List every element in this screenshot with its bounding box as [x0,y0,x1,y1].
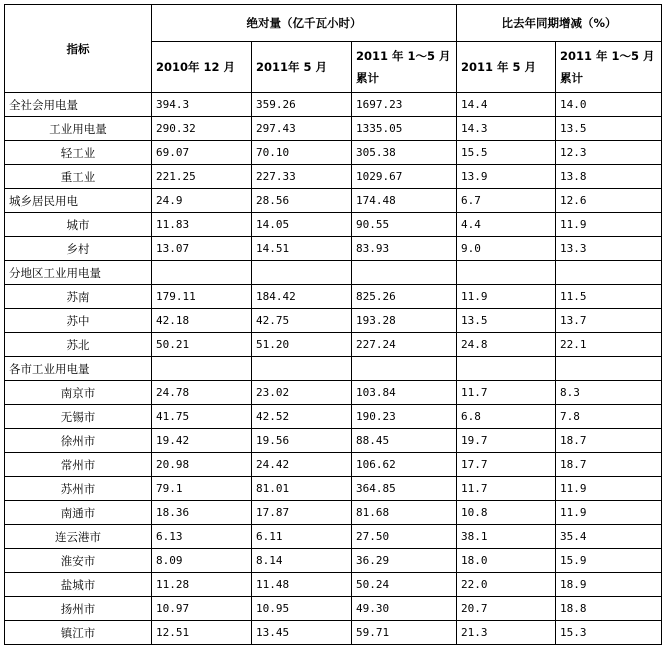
row-value-cell [457,357,556,381]
row-value-cell: 9.0 [457,237,556,261]
table-row [5,285,662,309]
row-value-cell: 10.95 [252,597,352,621]
row-value-cell: 15.3 [556,621,662,645]
row-value-cell: 297.43 [252,117,352,141]
col-header-may-2011: 2011年 5 月 [252,42,352,93]
row-value-cell: 12.3 [556,141,662,165]
row-value-cell: 10.97 [152,597,252,621]
row-value-cell: 227.24 [352,333,457,357]
row-value-cell: 49.30 [352,597,457,621]
row-value-cell: 13.5 [457,309,556,333]
col-header-cum-line1: 2011 年 1～5 月 [356,49,451,63]
table-row [5,501,662,525]
row-value-cell: 15.9 [556,549,662,573]
row-value-cell [152,357,252,381]
row-value-cell: 18.9 [556,573,662,597]
table-row [5,405,662,429]
col-header-yoy-jan-may-cumulative [556,42,662,93]
table-row [5,621,662,645]
row-value-cell: 13.8 [556,165,662,189]
row-value-cell: 227.33 [252,165,352,189]
table-row [5,93,662,117]
table-row [5,333,662,357]
row-value-cell: 11.7 [457,381,556,405]
row-value-cell [252,357,352,381]
yoy-group-header: 比去年同期增减（%） [457,5,662,42]
table-row [5,549,662,573]
row-value-cell: 41.75 [152,405,252,429]
row-value-cell: 4.4 [457,213,556,237]
row-value-cell: 179.11 [152,285,252,309]
table-row [5,357,662,381]
row-label: 常州市 [5,453,152,477]
row-value-cell: 6.13 [152,525,252,549]
row-value-cell: 19.56 [252,429,352,453]
table-row [5,141,662,165]
row-label: 重工业 [5,165,152,189]
header-row-groups [5,5,662,42]
row-value-cell [252,261,352,285]
row-value-cell: 6.7 [457,189,556,213]
row-value-cell: 11.9 [457,285,556,309]
row-value-cell: 11.9 [556,213,662,237]
row-value-cell: 24.8 [457,333,556,357]
row-label: 盐城市 [5,573,152,597]
row-value-cell: 394.3 [152,93,252,117]
row-value-cell: 18.0 [457,549,556,573]
row-value-cell [457,261,556,285]
row-value-cell: 359.26 [252,93,352,117]
row-value-cell: 11.83 [152,213,252,237]
row-label: 南京市 [5,381,152,405]
table-row [5,213,662,237]
row-value-cell: 24.78 [152,381,252,405]
row-value-cell: 83.93 [352,237,457,261]
table-row [5,453,662,477]
row-value-cell: 184.42 [252,285,352,309]
col-header-yoy-may-2011: 2011 年 5 月 [457,42,556,93]
table-body [5,93,662,645]
row-value-cell: 21.3 [457,621,556,645]
row-value-cell: 81.01 [252,477,352,501]
row-value-cell: 35.4 [556,525,662,549]
row-value-cell: 11.9 [556,501,662,525]
row-value-cell [556,261,662,285]
table-row [5,309,662,333]
col-header-jan-may-2011-cumulative [352,42,457,93]
table-row [5,429,662,453]
row-label: 苏中 [5,309,152,333]
col-header-yoy-cum-line1: 2011 年 1～5 月 [560,49,655,63]
row-label: 分地区工业用电量 [5,261,152,285]
row-label: 苏州市 [5,477,152,501]
row-value-cell: 11.5 [556,285,662,309]
row-value-cell: 103.84 [352,381,457,405]
row-value-cell: 69.07 [152,141,252,165]
row-label: 乡村 [5,237,152,261]
row-value-cell: 15.5 [457,141,556,165]
table-row [5,525,662,549]
indicator-header: 指标 [5,5,152,93]
row-value-cell: 12.6 [556,189,662,213]
row-value-cell: 290.32 [152,117,252,141]
row-value-cell: 42.52 [252,405,352,429]
table-row [5,117,662,141]
row-value-cell: 11.9 [556,477,662,501]
row-value-cell: 221.25 [152,165,252,189]
row-value-cell: 17.87 [252,501,352,525]
row-label: 苏北 [5,333,152,357]
row-value-cell: 18.36 [152,501,252,525]
row-value-cell: 18.8 [556,597,662,621]
row-value-cell: 174.48 [352,189,457,213]
row-value-cell: 11.7 [457,477,556,501]
row-value-cell: 305.38 [352,141,457,165]
row-value-cell: 81.68 [352,501,457,525]
row-value-cell [152,261,252,285]
row-value-cell: 1697.23 [352,93,457,117]
row-value-cell: 50.21 [152,333,252,357]
row-value-cell: 19.42 [152,429,252,453]
row-value-cell: 88.45 [352,429,457,453]
row-label: 连云港市 [5,525,152,549]
row-value-cell: 50.24 [352,573,457,597]
row-label: 城市 [5,213,152,237]
row-value-cell: 42.18 [152,309,252,333]
row-value-cell: 51.20 [252,333,352,357]
row-value-cell: 7.8 [556,405,662,429]
table-row [5,597,662,621]
table-row [5,261,662,285]
row-value-cell: 14.51 [252,237,352,261]
row-value-cell: 193.28 [352,309,457,333]
row-value-cell: 13.7 [556,309,662,333]
row-value-cell: 825.26 [352,285,457,309]
row-value-cell: 59.71 [352,621,457,645]
row-value-cell: 70.10 [252,141,352,165]
row-value-cell: 106.62 [352,453,457,477]
row-label: 城乡居民用电 [5,189,152,213]
table-row [5,189,662,213]
table-row [5,573,662,597]
row-value-cell: 38.1 [457,525,556,549]
row-value-cell: 1335.05 [352,117,457,141]
row-value-cell: 14.0 [556,93,662,117]
row-value-cell: 8.09 [152,549,252,573]
row-value-cell: 364.85 [352,477,457,501]
row-value-cell: 28.56 [252,189,352,213]
row-value-cell: 23.02 [252,381,352,405]
col-header-cum-line2: 累计 [356,71,379,85]
row-label: 轻工业 [5,141,152,165]
row-value-cell: 14.3 [457,117,556,141]
row-value-cell: 13.3 [556,237,662,261]
row-value-cell: 11.48 [252,573,352,597]
row-value-cell: 190.23 [352,405,457,429]
row-value-cell: 8.3 [556,381,662,405]
row-value-cell [556,357,662,381]
row-value-cell: 90.55 [352,213,457,237]
electricity-consumption-table [4,4,662,645]
table-row [5,165,662,189]
row-value-cell: 19.7 [457,429,556,453]
row-value-cell: 11.28 [152,573,252,597]
row-label: 扬州市 [5,597,152,621]
row-value-cell: 24.42 [252,453,352,477]
row-value-cell: 20.7 [457,597,556,621]
row-value-cell: 24.9 [152,189,252,213]
row-value-cell: 13.9 [457,165,556,189]
row-value-cell: 13.45 [252,621,352,645]
row-value-cell: 36.29 [352,549,457,573]
row-value-cell [352,261,457,285]
row-value-cell: 8.14 [252,549,352,573]
row-value-cell: 6.8 [457,405,556,429]
table-row [5,477,662,501]
row-label: 徐州市 [5,429,152,453]
row-label: 全社会用电量 [5,93,152,117]
col-header-yoy-cum-line2: 累计 [560,71,584,85]
row-value-cell: 79.1 [152,477,252,501]
row-value-cell: 13.07 [152,237,252,261]
col-header-dec-2010: 2010年 12 月 [152,42,252,93]
row-value-cell: 14.05 [252,213,352,237]
row-label: 工业用电量 [5,117,152,141]
row-value-cell: 17.7 [457,453,556,477]
row-value-cell: 22.1 [556,333,662,357]
row-value-cell: 42.75 [252,309,352,333]
row-value-cell: 13.5 [556,117,662,141]
table-row [5,237,662,261]
row-value-cell [352,357,457,381]
row-value-cell: 10.8 [457,501,556,525]
row-label: 各市工业用电量 [5,357,152,381]
row-value-cell: 27.50 [352,525,457,549]
row-value-cell: 20.98 [152,453,252,477]
row-label: 苏南 [5,285,152,309]
table-row [5,381,662,405]
row-label: 淮安市 [5,549,152,573]
row-value-cell: 18.7 [556,429,662,453]
row-label: 镇江市 [5,621,152,645]
row-value-cell: 12.51 [152,621,252,645]
absolute-group-header: 绝对量（亿千瓦小时） [152,5,457,42]
row-value-cell: 6.11 [252,525,352,549]
row-value-cell: 18.7 [556,453,662,477]
row-value-cell: 22.0 [457,573,556,597]
row-label: 南通市 [5,501,152,525]
row-value-cell: 1029.67 [352,165,457,189]
row-label: 无锡市 [5,405,152,429]
row-value-cell: 14.4 [457,93,556,117]
